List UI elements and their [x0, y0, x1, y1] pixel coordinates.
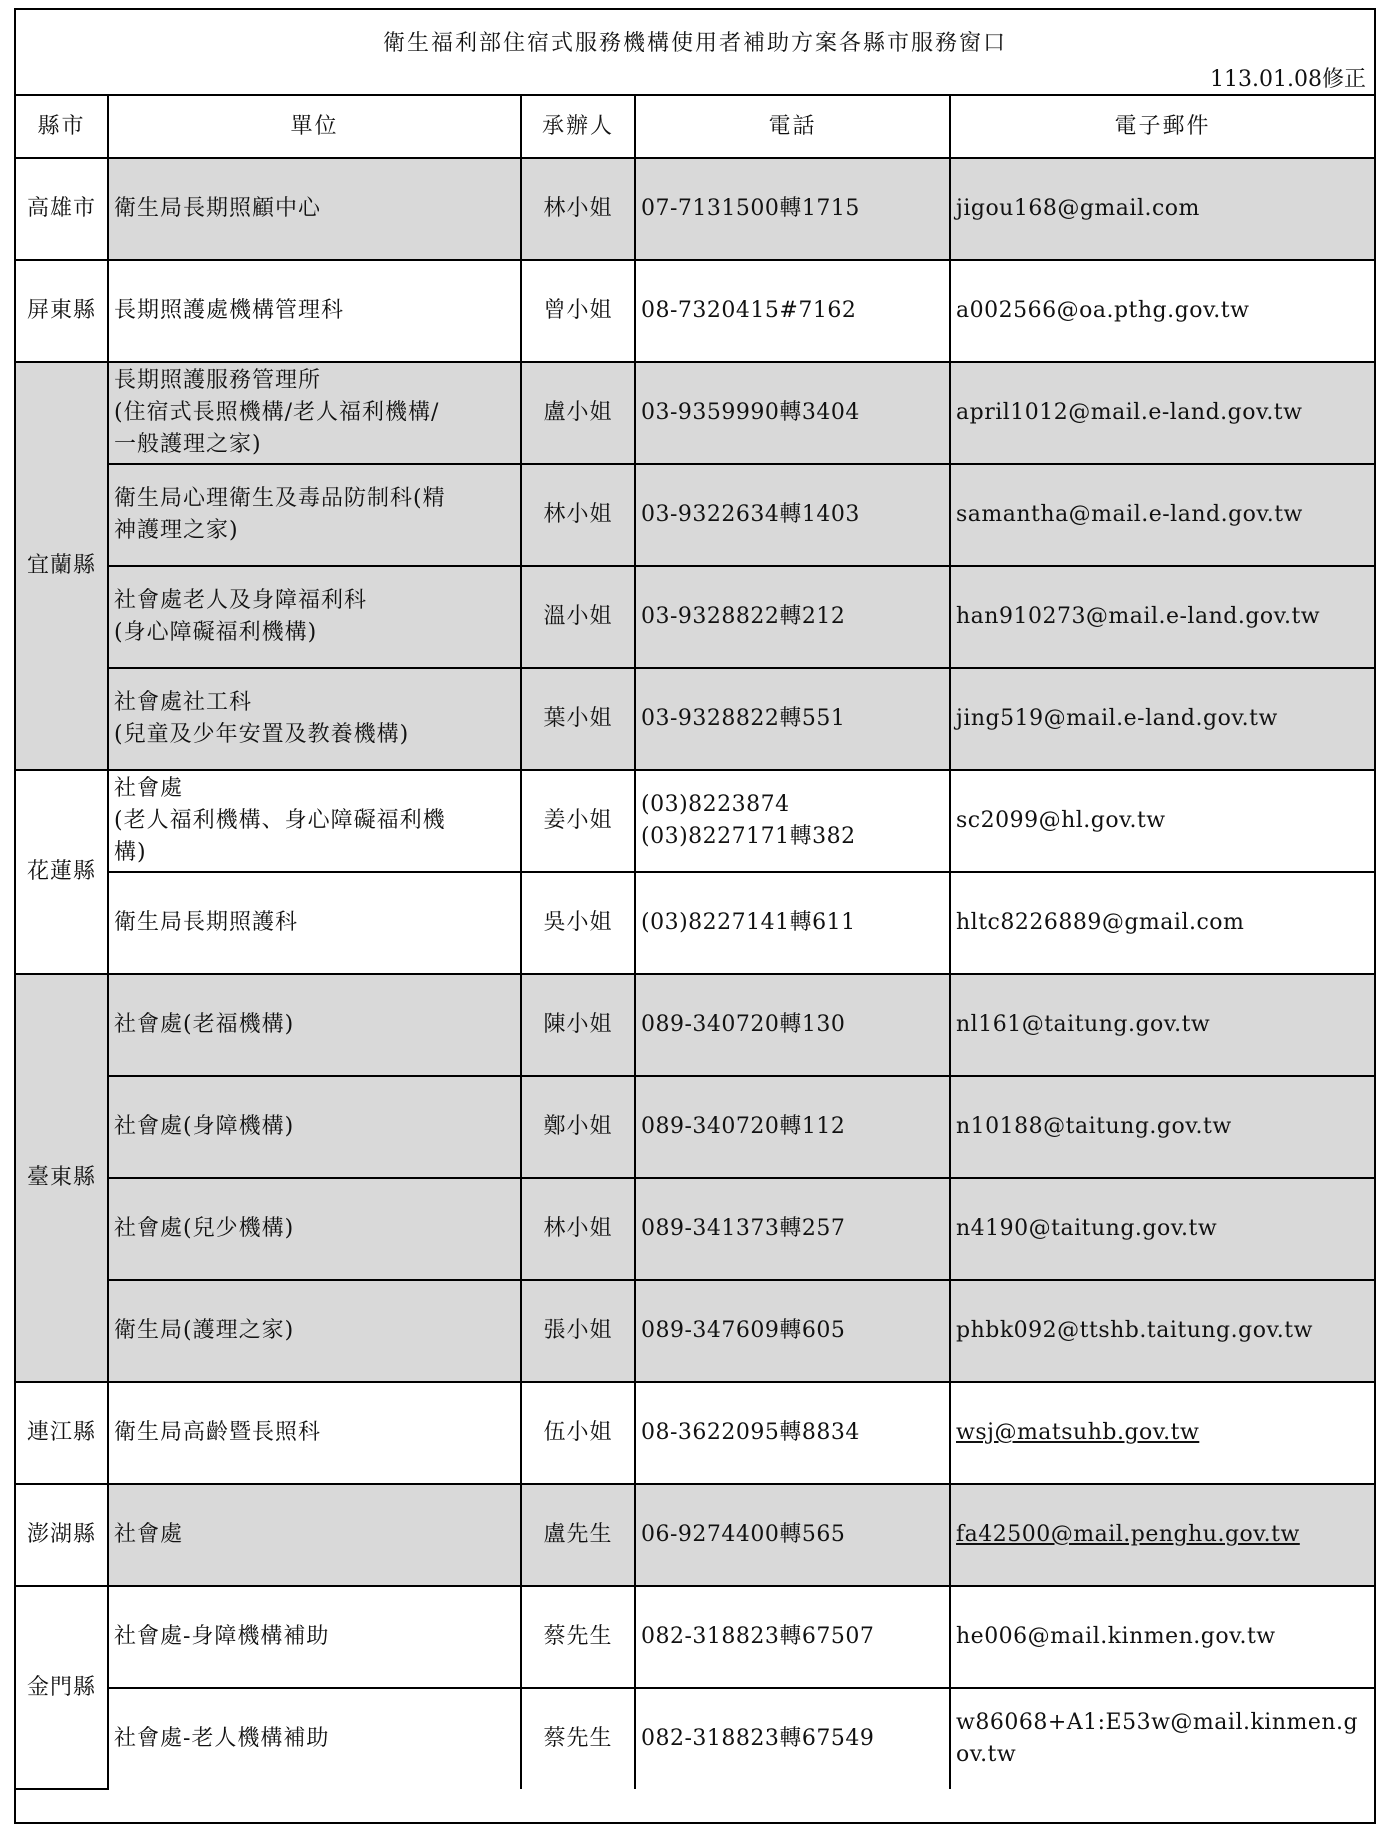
unit-line: 構): [114, 840, 147, 865]
person-cell: 曾小姐: [521, 260, 635, 362]
unit-line: 衛生局長期照護科: [114, 910, 299, 935]
phone-line: 03-9322634轉1403: [641, 502, 860, 527]
county-cell: 宜蘭縣: [16, 362, 108, 770]
phone-cell: [635, 1382, 950, 1484]
person-cell: 葉小姐: [521, 668, 635, 770]
person-cell: 陳小姐: [521, 974, 635, 1076]
table-row: [16, 1076, 1374, 1178]
unit-line: 社會處(兒少機構): [114, 1216, 295, 1241]
unit-cell: [108, 1280, 521, 1382]
unit-line: 社會處老人及身障福利科: [114, 588, 368, 613]
county-cell: 澎湖縣: [16, 1484, 108, 1586]
unit-line: (老人福利機構、身心障礙福利機: [114, 808, 446, 833]
phone-line: 08-7320415#7162: [641, 298, 857, 323]
unit-line: 衛生局高齡暨長照科: [114, 1420, 322, 1445]
county-cell: 高雄市: [16, 158, 108, 260]
unit-cell: [108, 974, 521, 1076]
unit-cell: [108, 1586, 521, 1688]
unit-cell: [108, 1484, 521, 1586]
phone-line: 08-3622095轉8834: [641, 1420, 860, 1445]
phone-cell: [635, 668, 950, 770]
document-title: 衛生福利部住宿式服務機構使用者補助方案各縣市服務窗口: [382, 31, 1007, 56]
table-row: [16, 1382, 1374, 1484]
email-cell: [950, 1382, 1374, 1484]
phone-line: 03-9359990轉3404: [641, 400, 860, 425]
person-cell: 林小姐: [521, 464, 635, 566]
unit-line: (住宿式長照機構/老人福利機構/: [114, 400, 440, 425]
unit-cell: [108, 1178, 521, 1280]
email-cell: w86068+A1:E53w@mail.kinmen.gov.tw: [950, 1688, 1374, 1789]
header-county: 縣市: [16, 96, 108, 158]
person-cell: 林小姐: [521, 158, 635, 260]
phone-cell: [635, 770, 950, 872]
service-window-table: [16, 96, 1374, 1790]
phone-cell: [635, 464, 950, 566]
table-row: [16, 158, 1374, 260]
person-cell: 吳小姐: [521, 872, 635, 974]
email-cell: jigou168@gmail.com: [950, 158, 1374, 260]
unit-cell: [108, 464, 521, 566]
person-cell: 姜小姐: [521, 770, 635, 872]
phone-cell: [635, 1484, 950, 1586]
phone-cell: [635, 1076, 950, 1178]
email-cell: sc2099@hl.gov.tw: [950, 770, 1374, 872]
phone-line: 089-340720轉112: [641, 1114, 846, 1139]
phone-line: 07-7131500轉1715: [641, 196, 860, 221]
county-cell: 金門縣: [16, 1586, 108, 1789]
phone-line: (03)8223874: [641, 792, 790, 817]
phone-cell: [635, 1178, 950, 1280]
person-cell: 溫小姐: [521, 566, 635, 668]
email-cell: han910273@mail.e-land.gov.tw: [950, 566, 1374, 668]
county-cell: 屏東縣: [16, 260, 108, 362]
phone-cell: [635, 872, 950, 974]
unit-line: 社會處(老福機構): [114, 1012, 295, 1037]
header-phone: 電話: [635, 96, 950, 158]
email-cell: phbk092@ttshb.taitung.gov.tw: [950, 1280, 1374, 1382]
email-cell: n4190@taitung.gov.tw: [950, 1178, 1374, 1280]
phone-line: 03-9328822轉551: [641, 706, 846, 731]
phone-line: 082-318823轉67507: [641, 1624, 875, 1649]
unit-line: 衛生局(護理之家): [114, 1318, 295, 1343]
unit-cell: [108, 566, 521, 668]
phone-line: 089-340720轉130: [641, 1012, 846, 1037]
phone-cell: [635, 1586, 950, 1688]
person-cell: 林小姐: [521, 1178, 635, 1280]
unit-line: 神護理之家): [114, 518, 239, 543]
title-area: [16, 10, 1374, 96]
unit-line: 社會處社工科: [114, 690, 253, 715]
phone-line: (03)8227171轉382: [641, 824, 856, 849]
person-cell: 盧先生: [521, 1484, 635, 1586]
unit-line: 社會處-老人機構補助: [114, 1726, 330, 1751]
table-row: [16, 770, 1374, 872]
unit-line: 衛生局心理衛生及毒品防制科(精: [114, 486, 446, 511]
phone-line: 03-9328822轉212: [641, 604, 846, 629]
email-cell: he006@mail.kinmen.gov.tw: [950, 1586, 1374, 1688]
phone-cell: [635, 974, 950, 1076]
email-cell: april1012@mail.e-land.gov.tw: [950, 362, 1374, 464]
phone-cell: [635, 362, 950, 464]
unit-cell: [108, 158, 521, 260]
email-link[interactable]: fa42500@mail.penghu.gov.tw: [956, 1522, 1300, 1547]
table-header-row: [16, 96, 1374, 158]
table-row: [16, 1178, 1374, 1280]
email-link[interactable]: wsj@matsuhb.gov.tw: [956, 1420, 1200, 1445]
unit-cell: [108, 1382, 521, 1484]
county-cell: 臺東縣: [16, 974, 108, 1382]
unit-line: 社會處(身障機構): [114, 1114, 295, 1139]
phone-line: 06-9274400轉565: [641, 1522, 846, 1547]
table-row: [16, 1688, 1374, 1789]
table-row: [16, 1586, 1374, 1688]
phone-line: 089-347609轉605: [641, 1318, 846, 1343]
phone-cell: [635, 260, 950, 362]
table-row: [16, 1280, 1374, 1382]
phone-line: 089-341373轉257: [641, 1216, 846, 1241]
phone-cell: [635, 1280, 950, 1382]
person-cell: 鄭小姐: [521, 1076, 635, 1178]
table-row: [16, 362, 1374, 464]
table-row: [16, 974, 1374, 1076]
phone-line: (03)8227141轉611: [641, 910, 856, 935]
person-cell: 盧小姐: [521, 362, 635, 464]
phone-line: 082-318823轉67549: [641, 1726, 875, 1751]
person-cell: 蔡先生: [521, 1688, 635, 1789]
unit-line: (兒童及少年安置及教養機構): [114, 722, 410, 747]
table-row: [16, 872, 1374, 974]
unit-line: 一般護理之家): [114, 432, 262, 457]
unit-line: 社會處-身障機構補助: [114, 1624, 330, 1649]
table-row: [16, 260, 1374, 362]
unit-line: 社會處: [114, 1522, 184, 1547]
person-cell: 伍小姐: [521, 1382, 635, 1484]
table-row: [16, 668, 1374, 770]
email-cell: jing519@mail.e-land.gov.tw: [950, 668, 1374, 770]
unit-cell: [108, 872, 521, 974]
table-row: [16, 1484, 1374, 1586]
table-row: [16, 566, 1374, 668]
revision-date: 113.01.08修正: [1210, 67, 1366, 92]
unit-line: (身心障礙福利機構): [114, 620, 318, 645]
unit-cell: [108, 260, 521, 362]
document-sheet: [14, 8, 1376, 1824]
email-cell: samantha@mail.e-land.gov.tw: [950, 464, 1374, 566]
unit-cell: [108, 1688, 521, 1789]
unit-line: 長期照護處機構管理科: [114, 298, 345, 323]
unit-cell: [108, 770, 521, 872]
county-cell: 連江縣: [16, 1382, 108, 1484]
email-cell: nl161@taitung.gov.tw: [950, 974, 1374, 1076]
table-row: [16, 464, 1374, 566]
person-cell: 蔡先生: [521, 1586, 635, 1688]
person-cell: 張小姐: [521, 1280, 635, 1382]
email-cell: n10188@taitung.gov.tw: [950, 1076, 1374, 1178]
unit-cell: [108, 1076, 521, 1178]
phone-cell: [635, 566, 950, 668]
header-person: 承辦人: [521, 96, 635, 158]
email-cell: hltc8226889@gmail.com: [950, 872, 1374, 974]
phone-cell: [635, 158, 950, 260]
email-cell: a002566@oa.pthg.gov.tw: [950, 260, 1374, 362]
phone-cell: [635, 1688, 950, 1789]
unit-cell: [108, 668, 521, 770]
email-cell: [950, 1484, 1374, 1586]
unit-line: 長期照護服務管理所: [114, 368, 322, 393]
county-cell: 花蓮縣: [16, 770, 108, 974]
unit-line: 衛生局長期照顧中心: [114, 196, 322, 221]
header-unit: 單位: [108, 96, 521, 158]
header-email: 電子郵件: [950, 96, 1374, 158]
unit-line: 社會處: [114, 776, 184, 801]
unit-cell: [108, 362, 521, 464]
